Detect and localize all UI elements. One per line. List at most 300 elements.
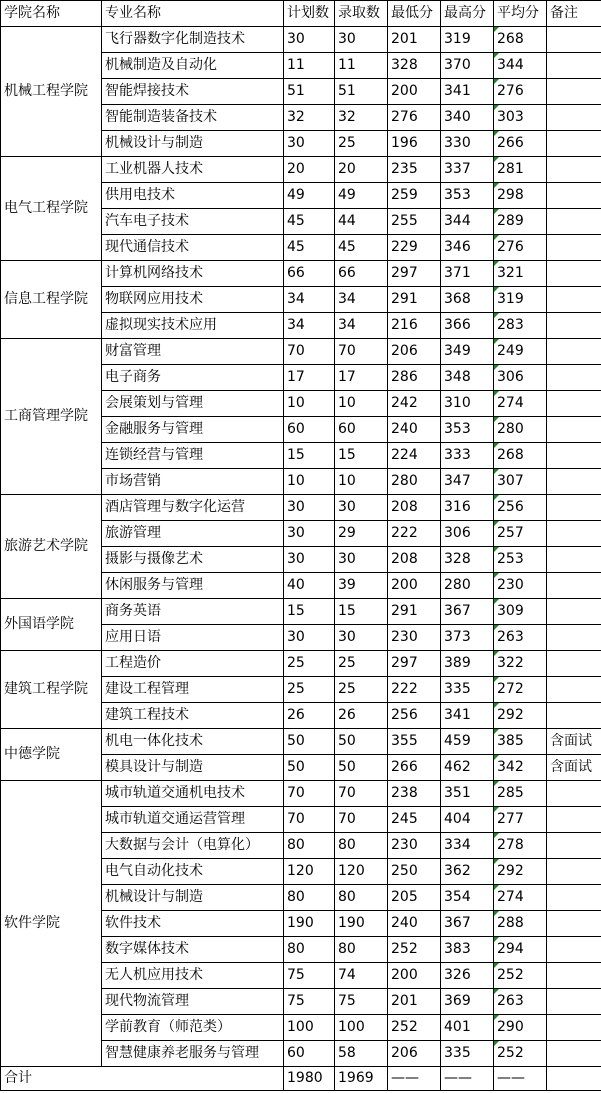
plan-cell: 120 (284, 859, 335, 885)
major-cell: 学前教育（师范类） (102, 1015, 284, 1041)
plan-cell: 30 (284, 495, 335, 521)
note-cell (547, 833, 601, 859)
avg-score-cell: 342 (494, 755, 547, 781)
admit-cell: 25 (335, 131, 388, 157)
max-score-cell: 354 (441, 885, 494, 911)
major-cell: 商务英语 (102, 599, 284, 625)
major-cell: 摄影与摄像艺术 (102, 547, 284, 573)
max-score-cell: 366 (441, 313, 494, 339)
min-score-cell: 240 (388, 417, 441, 443)
major-cell: 应用日语 (102, 625, 284, 651)
admit-cell: 15 (335, 599, 388, 625)
avg-score-cell: 294 (494, 937, 547, 963)
max-score-cell: 347 (441, 469, 494, 495)
major-cell: 模具设计与制造 (102, 755, 284, 781)
plan-cell: 30 (284, 547, 335, 573)
plan-cell: 75 (284, 963, 335, 989)
plan-cell: 50 (284, 729, 335, 755)
note-cell (547, 599, 601, 625)
plan-cell: 51 (284, 79, 335, 105)
admit-cell: 100 (335, 1015, 388, 1041)
major-cell: 旅游管理 (102, 521, 284, 547)
min-score-cell: 238 (388, 781, 441, 807)
max-score-cell: 404 (441, 807, 494, 833)
admit-cell: 44 (335, 209, 388, 235)
min-score-cell: 224 (388, 443, 441, 469)
max-score-cell: 346 (441, 235, 494, 261)
note-cell (547, 391, 601, 417)
admit-cell: 70 (335, 807, 388, 833)
note-cell (547, 911, 601, 937)
table-row (1, 495, 601, 521)
plan-cell: 10 (284, 391, 335, 417)
max-score-cell: 353 (441, 183, 494, 209)
note-cell (547, 989, 601, 1015)
avg-score-cell: 309 (494, 599, 547, 625)
plan-cell: 15 (284, 599, 335, 625)
major-cell: 虚拟现实技术应用 (102, 313, 284, 339)
note-cell (547, 677, 601, 703)
min-score-cell: 206 (388, 339, 441, 365)
admit-cell: 75 (335, 989, 388, 1015)
max-score-cell: 335 (441, 1041, 494, 1067)
min-score-cell: 355 (388, 729, 441, 755)
admit-cell: 30 (335, 495, 388, 521)
admit-cell: 80 (335, 833, 388, 859)
plan-cell: 45 (284, 235, 335, 261)
plan-cell: 11 (284, 53, 335, 79)
avg-score-cell: 266 (494, 131, 547, 157)
major-cell: 电气自动化技术 (102, 859, 284, 885)
avg-score-cell: 272 (494, 677, 547, 703)
min-score-cell: 208 (388, 495, 441, 521)
admit-cell: 30 (335, 27, 388, 53)
note-cell (547, 573, 601, 599)
avg-score-cell: 263 (494, 989, 547, 1015)
note-cell (547, 885, 601, 911)
header-cell-avg: 平均分 (494, 1, 547, 27)
avg-score-cell: 283 (494, 313, 547, 339)
min-score-cell: 222 (388, 521, 441, 547)
note-cell (547, 443, 601, 469)
note-cell (547, 287, 601, 313)
avg-score-cell: 344 (494, 53, 547, 79)
admit-cell: 15 (335, 443, 388, 469)
avg-score-cell: 281 (494, 157, 547, 183)
admit-cell: 80 (335, 885, 388, 911)
major-cell: 机电一体化技术 (102, 729, 284, 755)
max-score-cell: 368 (441, 287, 494, 313)
max-score-cell: 337 (441, 157, 494, 183)
max-score-cell: 334 (441, 833, 494, 859)
avg-score-cell: 322 (494, 651, 547, 677)
major-cell: 机械设计与制造 (102, 131, 284, 157)
note-cell (547, 131, 601, 157)
max-score-cell: 333 (441, 443, 494, 469)
college-cell: 工商管理学院 (1, 339, 102, 495)
min-score-cell: 256 (388, 703, 441, 729)
min-score-cell: 297 (388, 261, 441, 287)
max-score-cell: 316 (441, 495, 494, 521)
max-score-cell: 401 (441, 1015, 494, 1041)
min-score-cell: 255 (388, 209, 441, 235)
max-score-cell: 389 (441, 651, 494, 677)
note-cell (547, 963, 601, 989)
major-cell: 连锁经营与管理 (102, 443, 284, 469)
min-score-cell: 245 (388, 807, 441, 833)
plan-cell: 30 (284, 131, 335, 157)
total-plan-cell: 1980 (284, 1067, 335, 1091)
major-cell: 现代物流管理 (102, 989, 284, 1015)
max-score-cell: 459 (441, 729, 494, 755)
note-cell (547, 1015, 601, 1041)
min-score-cell: 242 (388, 391, 441, 417)
plan-cell: 40 (284, 573, 335, 599)
max-score-cell: 341 (441, 703, 494, 729)
college-cell: 信息工程学院 (1, 261, 102, 339)
note-cell (547, 79, 601, 105)
plan-cell: 32 (284, 105, 335, 131)
major-cell: 建设工程管理 (102, 677, 284, 703)
min-score-cell: 200 (388, 79, 441, 105)
college-cell: 软件学院 (1, 781, 102, 1067)
major-cell: 酒店管理与数字化运营 (102, 495, 284, 521)
avg-score-cell: 249 (494, 339, 547, 365)
major-cell: 供用电技术 (102, 183, 284, 209)
admit-cell: 60 (335, 417, 388, 443)
major-cell: 市场营销 (102, 469, 284, 495)
major-cell: 现代通信技术 (102, 235, 284, 261)
max-score-cell: 306 (441, 521, 494, 547)
header-cell-max: 最高分 (441, 1, 494, 27)
plan-cell: 70 (284, 781, 335, 807)
min-score-cell: 252 (388, 937, 441, 963)
admit-cell: 10 (335, 469, 388, 495)
header-cell-plan: 计划数 (284, 1, 335, 27)
admit-cell: 11 (335, 53, 388, 79)
max-score-cell: 351 (441, 781, 494, 807)
avg-score-cell: 252 (494, 963, 547, 989)
plan-cell: 60 (284, 417, 335, 443)
major-cell: 电子商务 (102, 365, 284, 391)
admit-cell: 25 (335, 677, 388, 703)
min-score-cell: 250 (388, 859, 441, 885)
min-score-cell: 208 (388, 547, 441, 573)
admit-cell: 190 (335, 911, 388, 937)
avg-score-cell: 253 (494, 547, 547, 573)
header-cell-major: 专业名称 (102, 1, 284, 27)
admit-cell: 29 (335, 521, 388, 547)
max-score-cell: 344 (441, 209, 494, 235)
max-score-cell: 367 (441, 599, 494, 625)
major-cell: 金融服务与管理 (102, 417, 284, 443)
major-cell: 软件技术 (102, 911, 284, 937)
major-cell: 工业机器人技术 (102, 157, 284, 183)
avg-score-cell: 278 (494, 833, 547, 859)
avg-score-cell: 303 (494, 105, 547, 131)
plan-cell: 80 (284, 885, 335, 911)
total-note-cell (547, 1067, 601, 1091)
max-score-cell: 353 (441, 417, 494, 443)
max-score-cell: 326 (441, 963, 494, 989)
admit-cell: 51 (335, 79, 388, 105)
avg-score-cell: 256 (494, 495, 547, 521)
min-score-cell: 230 (388, 625, 441, 651)
table-row (1, 27, 601, 53)
avg-score-cell: 385 (494, 729, 547, 755)
major-cell: 机械设计与制造 (102, 885, 284, 911)
admit-cell: 66 (335, 261, 388, 287)
header-cell-note: 备注 (547, 1, 601, 27)
major-cell: 财富管理 (102, 339, 284, 365)
major-cell: 物联网应用技术 (102, 287, 284, 313)
college-cell: 机械工程学院 (1, 27, 102, 157)
avg-score-cell: 307 (494, 469, 547, 495)
avg-score-cell: 306 (494, 365, 547, 391)
admit-cell: 49 (335, 183, 388, 209)
min-score-cell: 297 (388, 651, 441, 677)
total-min-cell: —— (388, 1067, 441, 1091)
max-score-cell: 348 (441, 365, 494, 391)
max-score-cell: 341 (441, 79, 494, 105)
total-admit-cell: 1969 (335, 1067, 388, 1091)
college-cell: 外国语学院 (1, 599, 102, 651)
note-cell (547, 209, 601, 235)
admit-cell: 34 (335, 313, 388, 339)
avg-score-cell: 298 (494, 183, 547, 209)
admit-cell: 34 (335, 287, 388, 313)
note-cell (547, 521, 601, 547)
major-cell: 数字媒体技术 (102, 937, 284, 963)
table-row (1, 729, 601, 755)
major-cell: 大数据与会计（电算化） (102, 833, 284, 859)
major-cell: 智能焊接技术 (102, 79, 284, 105)
min-score-cell: 328 (388, 53, 441, 79)
admit-cell: 58 (335, 1041, 388, 1067)
max-score-cell: 335 (441, 677, 494, 703)
avg-score-cell: 257 (494, 521, 547, 547)
min-score-cell: 291 (388, 287, 441, 313)
major-cell: 机械制造及自动化 (102, 53, 284, 79)
note-cell (547, 495, 601, 521)
avg-score-cell: 292 (494, 859, 547, 885)
plan-cell: 26 (284, 703, 335, 729)
note-cell: 含面试 (547, 729, 601, 755)
avg-score-cell: 277 (494, 807, 547, 833)
avg-score-cell: 321 (494, 261, 547, 287)
admit-cell: 17 (335, 365, 388, 391)
plan-cell: 30 (284, 625, 335, 651)
admit-cell: 30 (335, 625, 388, 651)
min-score-cell: 216 (388, 313, 441, 339)
plan-cell: 66 (284, 261, 335, 287)
max-score-cell: 319 (441, 27, 494, 53)
header-row (1, 1, 601, 27)
plan-cell: 25 (284, 677, 335, 703)
plan-cell: 30 (284, 521, 335, 547)
plan-cell: 15 (284, 443, 335, 469)
plan-cell: 25 (284, 651, 335, 677)
plan-cell: 60 (284, 1041, 335, 1067)
avg-score-cell: 274 (494, 391, 547, 417)
avg-score-cell: 276 (494, 79, 547, 105)
admit-cell: 120 (335, 859, 388, 885)
min-score-cell: 200 (388, 963, 441, 989)
table-row (1, 599, 601, 625)
avg-score-cell: 288 (494, 911, 547, 937)
min-score-cell: 196 (388, 131, 441, 157)
note-cell (547, 105, 601, 131)
note-cell (547, 27, 601, 53)
major-cell: 城市轨道交通机电技术 (102, 781, 284, 807)
plan-cell: 70 (284, 339, 335, 365)
table-body (1, 1, 601, 1091)
note-cell (547, 651, 601, 677)
major-cell: 智能制造装备技术 (102, 105, 284, 131)
min-score-cell: 222 (388, 677, 441, 703)
college-cell: 旅游艺术学院 (1, 495, 102, 599)
note-cell (547, 703, 601, 729)
min-score-cell: 276 (388, 105, 441, 131)
admit-cell: 80 (335, 937, 388, 963)
major-cell: 工程造价 (102, 651, 284, 677)
avg-score-cell: 289 (494, 209, 547, 235)
plan-cell: 80 (284, 833, 335, 859)
admit-cell: 10 (335, 391, 388, 417)
admit-cell: 39 (335, 573, 388, 599)
plan-cell: 70 (284, 807, 335, 833)
max-score-cell: 362 (441, 859, 494, 885)
plan-cell: 30 (284, 27, 335, 53)
max-score-cell: 462 (441, 755, 494, 781)
plan-cell: 20 (284, 157, 335, 183)
admit-cell: 70 (335, 339, 388, 365)
major-cell: 智慧健康养老服务与管理 (102, 1041, 284, 1067)
plan-cell: 45 (284, 209, 335, 235)
plan-cell: 10 (284, 469, 335, 495)
plan-cell: 49 (284, 183, 335, 209)
max-score-cell: 371 (441, 261, 494, 287)
admit-cell: 26 (335, 703, 388, 729)
max-score-cell: 349 (441, 339, 494, 365)
plan-cell: 34 (284, 313, 335, 339)
table-row (1, 261, 601, 287)
note-cell (547, 261, 601, 287)
table-row (1, 157, 601, 183)
avg-score-cell: 292 (494, 703, 547, 729)
total-avg-cell: —— (494, 1067, 547, 1091)
table-row (1, 781, 601, 807)
max-score-cell: 370 (441, 53, 494, 79)
min-score-cell: 200 (388, 573, 441, 599)
admit-cell: 74 (335, 963, 388, 989)
total-row (1, 1067, 601, 1091)
note-cell (547, 157, 601, 183)
min-score-cell: 252 (388, 1015, 441, 1041)
plan-cell: 50 (284, 755, 335, 781)
header-cell-min: 最低分 (388, 1, 441, 27)
max-score-cell: 340 (441, 105, 494, 131)
plan-cell: 34 (284, 287, 335, 313)
header-cell-admit: 录取数 (335, 1, 388, 27)
note-cell: 含面试 (547, 755, 601, 781)
total-max-cell: —— (441, 1067, 494, 1091)
note-cell (547, 365, 601, 391)
admit-cell: 30 (335, 547, 388, 573)
table-row (1, 651, 601, 677)
major-cell: 飞行器数字化制造技术 (102, 27, 284, 53)
avg-score-cell: 274 (494, 885, 547, 911)
avg-score-cell: 268 (494, 443, 547, 469)
major-cell: 汽车电子技术 (102, 209, 284, 235)
min-score-cell: 280 (388, 469, 441, 495)
note-cell (547, 183, 601, 209)
note-cell (547, 235, 601, 261)
note-cell (547, 859, 601, 885)
plan-cell: 80 (284, 937, 335, 963)
major-cell: 会展策划与管理 (102, 391, 284, 417)
max-score-cell: 383 (441, 937, 494, 963)
plan-cell: 190 (284, 911, 335, 937)
note-cell (547, 53, 601, 79)
min-score-cell: 266 (388, 755, 441, 781)
table-row (1, 339, 601, 365)
min-score-cell: 235 (388, 157, 441, 183)
min-score-cell: 201 (388, 989, 441, 1015)
admit-cell: 45 (335, 235, 388, 261)
max-score-cell: 369 (441, 989, 494, 1015)
note-cell (547, 781, 601, 807)
min-score-cell: 205 (388, 885, 441, 911)
note-cell (547, 937, 601, 963)
min-score-cell: 201 (388, 27, 441, 53)
min-score-cell: 230 (388, 833, 441, 859)
avg-score-cell: 263 (494, 625, 547, 651)
major-cell: 城市轨道交通运营管理 (102, 807, 284, 833)
admit-cell: 32 (335, 105, 388, 131)
avg-score-cell: 285 (494, 781, 547, 807)
note-cell (547, 1041, 601, 1067)
header-cell-college: 学院名称 (1, 1, 102, 27)
major-cell: 建筑工程技术 (102, 703, 284, 729)
avg-score-cell: 280 (494, 417, 547, 443)
min-score-cell: 259 (388, 183, 441, 209)
avg-score-cell: 268 (494, 27, 547, 53)
note-cell (547, 469, 601, 495)
total-label: 合计 (1, 1067, 284, 1091)
admit-cell: 70 (335, 781, 388, 807)
min-score-cell: 286 (388, 365, 441, 391)
avg-score-cell: 276 (494, 235, 547, 261)
admit-cell: 25 (335, 651, 388, 677)
major-cell: 计算机网络技术 (102, 261, 284, 287)
note-cell (547, 417, 601, 443)
max-score-cell: 330 (441, 131, 494, 157)
note-cell (547, 807, 601, 833)
max-score-cell: 310 (441, 391, 494, 417)
avg-score-cell: 252 (494, 1041, 547, 1067)
major-cell: 休闲服务与管理 (102, 573, 284, 599)
min-score-cell: 229 (388, 235, 441, 261)
avg-score-cell: 230 (494, 573, 547, 599)
college-cell: 电气工程学院 (1, 157, 102, 261)
note-cell (547, 339, 601, 365)
note-cell (547, 625, 601, 651)
college-cell: 建筑工程学院 (1, 651, 102, 729)
avg-score-cell: 319 (494, 287, 547, 313)
note-cell (547, 547, 601, 573)
plan-cell: 17 (284, 365, 335, 391)
